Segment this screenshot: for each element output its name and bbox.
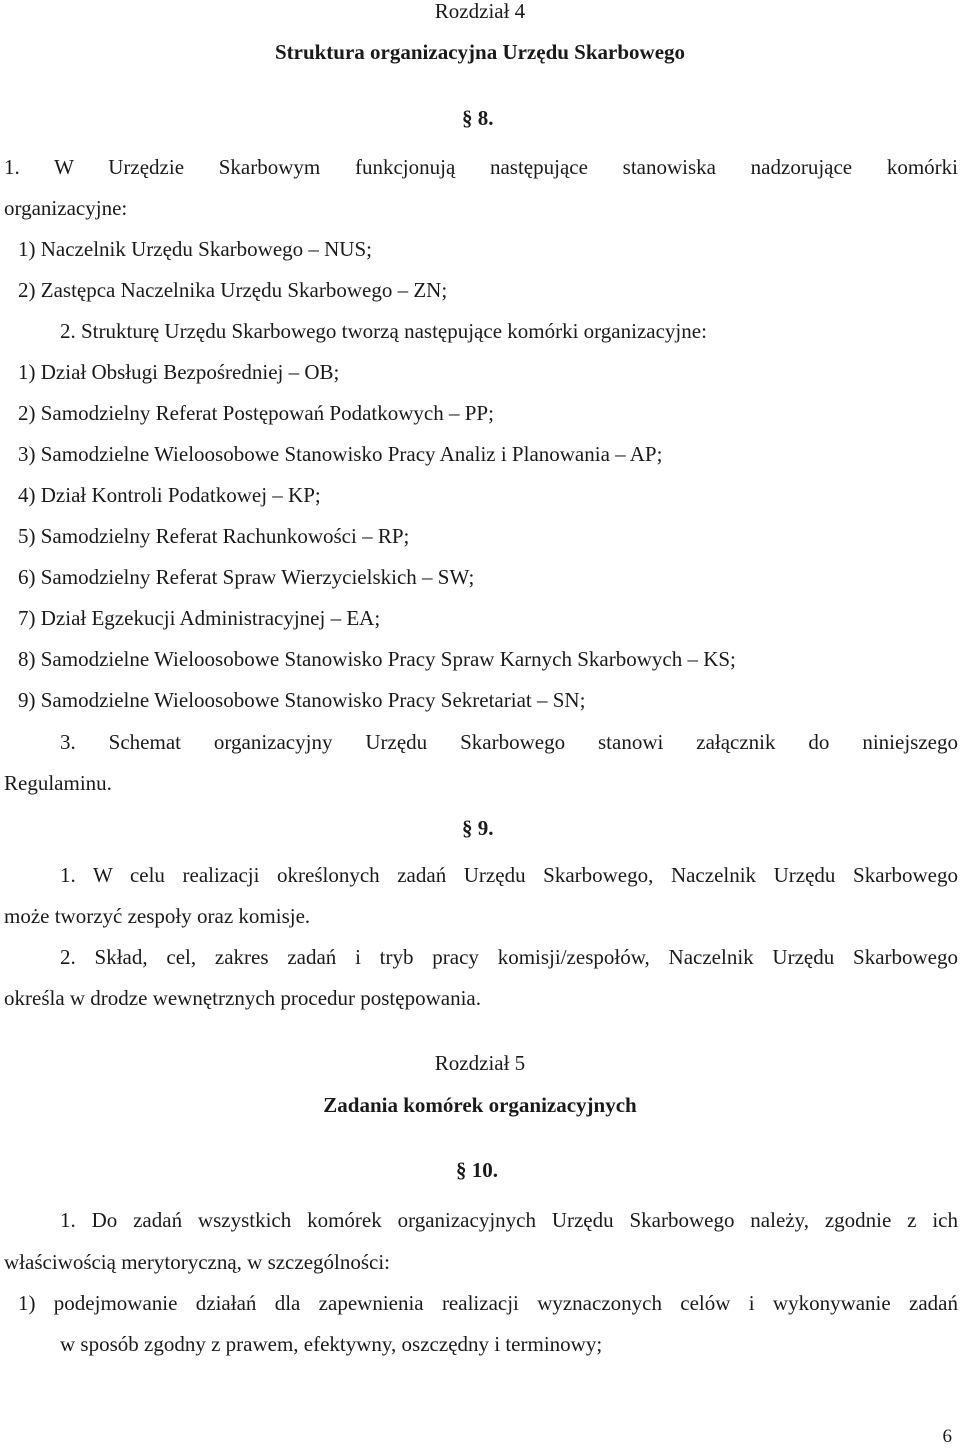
par8-point3-line1: 3. Schemat organizacyjny Urzędu Skarbowego stanowi załącznik do niniejszego bbox=[60, 730, 958, 754]
chapter4-heading: Rozdział 4 bbox=[434, 0, 526, 23]
par8-point2-item-7: 7) Dział Egzekucji Administracyjnej – EA; bbox=[18, 606, 381, 630]
par10-item1-line1: 1) podejmowanie działań dla zapewnienia realizacji wyznaczonych celów i wykonywanie zadań bbox=[18, 1291, 958, 1315]
par8-point2-item-2: 2) Samodzielny Referat Postępowań Podatkowych – PP; bbox=[18, 401, 494, 425]
par8-point2-intro: 2. Strukturę Urzędu Skarbowego tworzą następujące komórki organizacyjne: bbox=[60, 319, 707, 343]
page-number: 6 bbox=[942, 1426, 952, 1447]
par8-point2-item-9: 9) Samodzielne Wieloosobowe Stanowisko Pracy Sekretariat – SN; bbox=[18, 688, 586, 712]
section-8-mark: § 8. bbox=[462, 106, 494, 130]
par8-point1-item-1: 1) Naczelnik Urzędu Skarbowego – NUS; bbox=[18, 237, 372, 261]
par9-point1-line1: 1. W celu realizacji określonych zadań Urzędu Skarbowego, Naczelnik Urzędu Skarbowego bbox=[60, 863, 958, 887]
chapter4-title: Struktura organizacyjna Urzędu Skarbowego bbox=[274, 40, 686, 64]
par9-point2-line1: 2. Skład, cel, zakres zadań i tryb pracy komisji/zespołów, Naczelnik Urzędu Skarbowego bbox=[60, 945, 958, 969]
par8-point3-line2: Regulaminu. bbox=[4, 771, 112, 795]
par8-point2-item-6: 6) Samodzielny Referat Spraw Wierzycielskich – SW; bbox=[18, 565, 475, 589]
par10-point1-line1: 1. Do zadań wszystkich komórek organizacyjnych Urzędu Skarbowego należy, zgodnie z ich bbox=[60, 1208, 958, 1232]
par8-point2-item-4: 4) Dział Kontroli Podatkowej – KP; bbox=[18, 483, 321, 507]
par8-point2-item-5: 5) Samodzielny Referat Rachunkowości – RP; bbox=[18, 524, 410, 548]
chapter5-title: Zadania komórek organizacyjnych bbox=[323, 1093, 637, 1117]
par9-point2-line2: określa w drodze wewnętrznych procedur postępowania. bbox=[4, 986, 481, 1010]
par8-point2-item-8: 8) Samodzielne Wieloosobowe Stanowisko Pracy Spraw Karnych Skarbowych – KS; bbox=[18, 647, 736, 671]
par8-point1-line1: 1. W Urzędzie Skarbowym funkcjonują następujące stanowiska nadzorujące komórki bbox=[4, 155, 958, 179]
section-10-mark: § 10. bbox=[456, 1158, 498, 1182]
par8-point1-line2: organizacyjne: bbox=[4, 196, 128, 220]
section-9-mark: § 9. bbox=[462, 816, 494, 840]
par8-point2-item-1: 1) Dział Obsługi Bezpośredniej – OB; bbox=[18, 360, 340, 384]
par8-point2-item-3: 3) Samodzielne Wieloosobowe Stanowisko Pracy Analiz i Planowania – AP; bbox=[18, 442, 663, 466]
chapter5-heading: Rozdział 5 bbox=[434, 1051, 526, 1075]
par8-point1-item-2: 2) Zastępca Naczelnika Urzędu Skarbowego – ZN; bbox=[18, 278, 448, 302]
par10-point1-line2: właściwością merytoryczną, w szczególności: bbox=[4, 1250, 391, 1274]
par9-point1-line2: może tworzyć zespoły oraz komisje. bbox=[4, 904, 311, 928]
par10-item1-line2: w sposób zgodny z prawem, efektywny, oszczędny i terminowy; bbox=[60, 1332, 603, 1356]
